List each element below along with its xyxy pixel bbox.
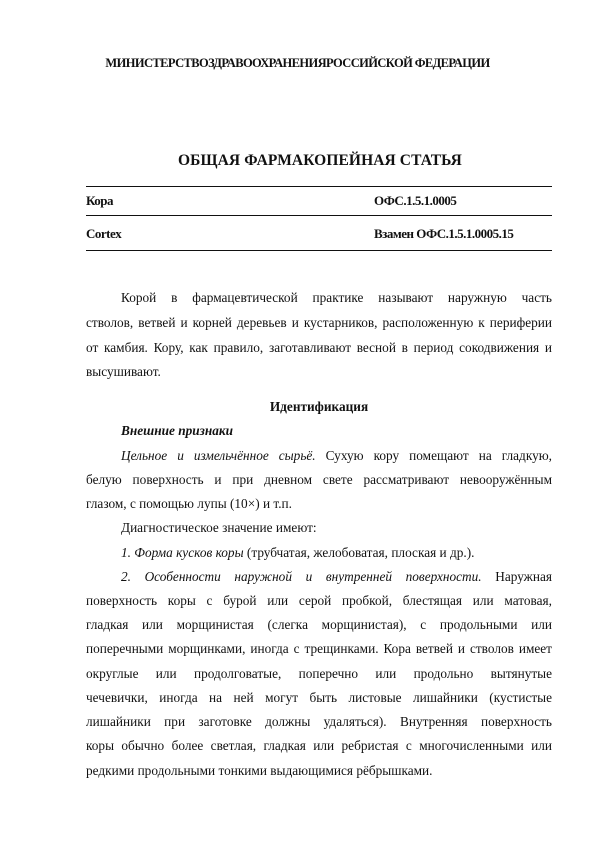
intro-line: от камбия. Кору, как правило, заготавливают весной в период сокодвижения и [86, 340, 552, 355]
paragraph-line: редкими продольными тонкими выдающимися рёбрышками. [86, 763, 433, 778]
ministry-heading: МИНИСТЕРСТВОЗДРАВООХРАНЕНИЯРОССИЙСКОЙ ФЕДЕРАЦИИ [105, 56, 490, 70]
paragraph-line [121, 569, 552, 585]
article-title: ОБЩАЯ ФАРМАКОПЕЙНАЯ СТАТЬЯ [178, 152, 462, 169]
subsection-heading: Внешние признаки [121, 423, 234, 438]
paragraph-lead: Цельное и измельчённое сырьё. [121, 448, 316, 463]
intro-line: стволов, ветвей и корней деревьев и кустарников, расположенную к периферии [86, 315, 552, 330]
paragraph-lead: 2. Особенности наружной и внутренней поверхности. [121, 569, 482, 584]
intro-line: Корой в фармацевтической практике называют наружную часть [121, 290, 552, 305]
paragraph-line: Диагностическое значение имеют: [121, 520, 317, 535]
paragraph-line: округлые или продолговатые, поперечно или продольно вытянутые [86, 666, 552, 681]
paragraph-line [121, 545, 552, 561]
paragraph-text: (трубчатая, желобоватая, плоская и др.). [243, 545, 475, 560]
paragraph-line: лишайники при заготовке должны удаляться). Внутренняя поверхность [86, 714, 552, 729]
paragraph-line: поперечными морщинками, иногда с трещинками. Кора ветвей и стволов имеет [86, 641, 552, 656]
paragraph-line: белую поверхность и при дневном свете рассматривают невооружённым [86, 472, 552, 487]
monograph-replaces: Взамен ОФС.1.5.1.0005.15 [374, 226, 514, 241]
paragraph-line [121, 448, 552, 464]
paragraph-line: коры обычно более светлая, гладкая или ребристая с многочисленными или [86, 738, 552, 753]
header-rule-middle [86, 215, 552, 216]
paragraph-line: глазом, с помощью лупы (10×) и т.п. [86, 496, 292, 511]
paragraph-line: гладкая или морщинистая (слегка морщинистая), с продольными или [86, 617, 552, 632]
monograph-name-ru: Кора [86, 193, 114, 208]
section-heading: Идентификация [269, 399, 369, 414]
paragraph-text: Сухую кору помещают на гладкую, [315, 448, 552, 463]
header-rule-bottom [86, 250, 552, 251]
paragraph-lead: 1. Форма кусков коры [121, 545, 244, 560]
paragraph-line: поверхность коры с бурой или серой пробкой, блестящая или матовая, [86, 593, 552, 608]
paragraph-text: Наружная [481, 569, 552, 584]
monograph-name-latin: Cortex [86, 226, 122, 241]
header-rule-top [86, 186, 552, 187]
monograph-code: ОФС.1.5.1.0005 [374, 193, 457, 208]
paragraph-line: чечевички, иногда на ней могут быть листовые лишайники (кустистые [86, 690, 552, 705]
intro-line: высушивают. [86, 364, 161, 379]
